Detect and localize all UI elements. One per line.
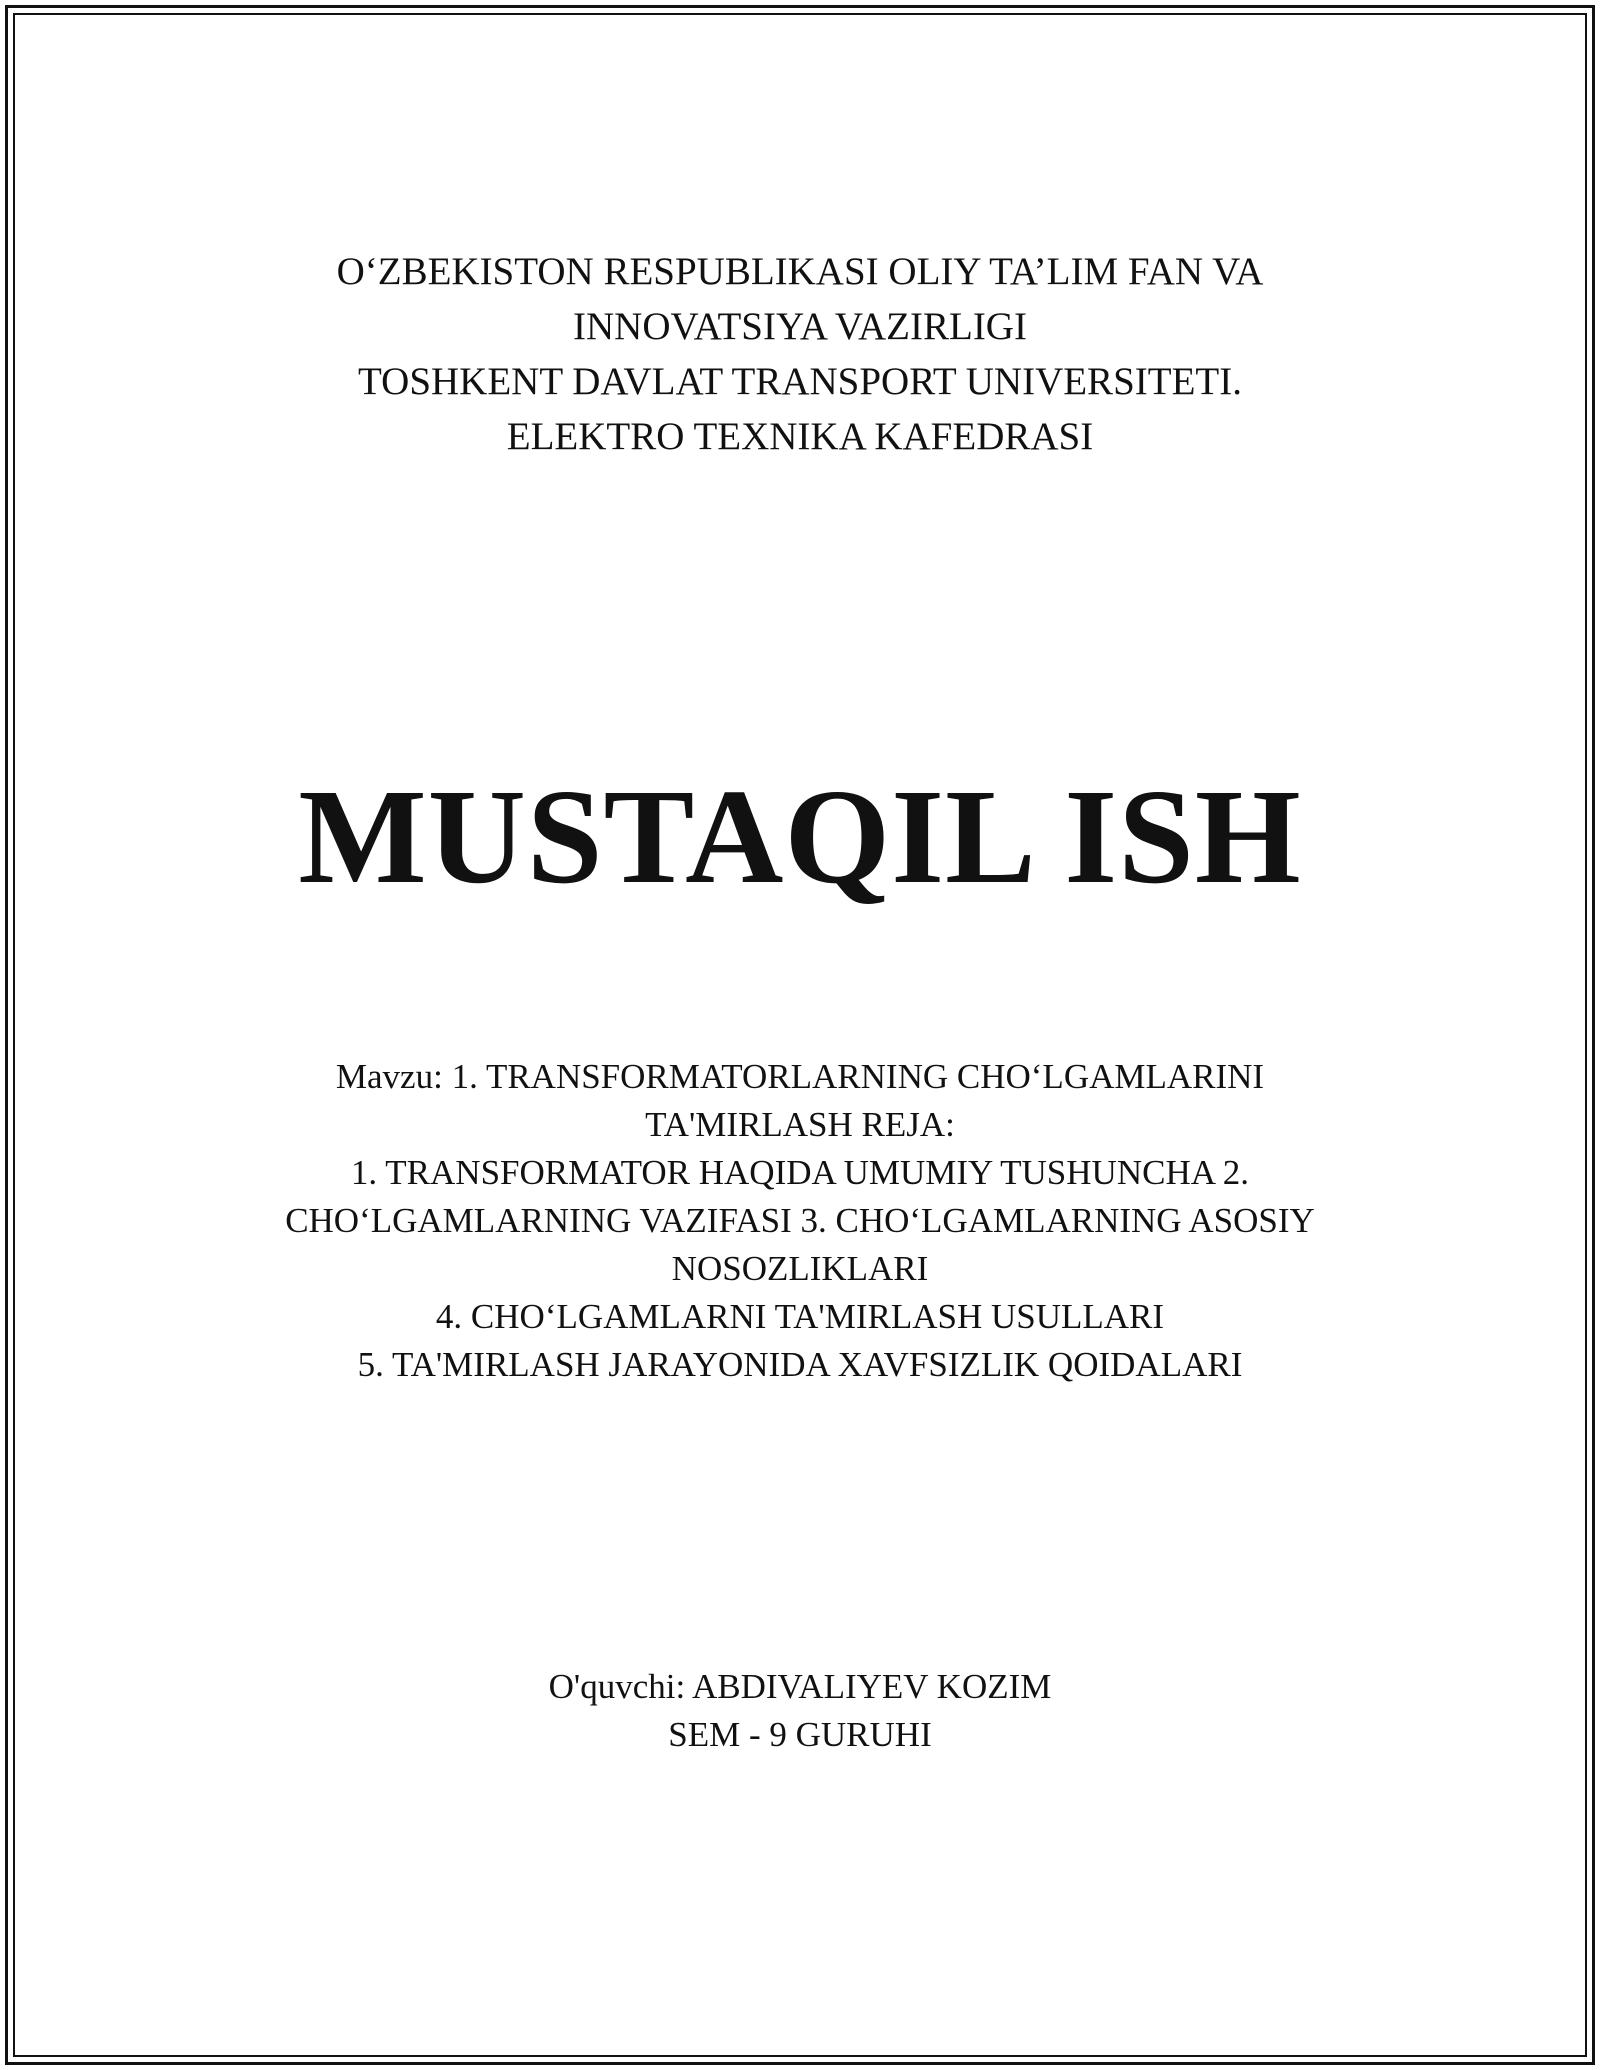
header-line-university: TOSHKENT DAVLAT TRANSPORT UNIVERSITETI.	[358, 360, 1242, 403]
student-name: O'quvchi: ABDIVALIYEV KOZIM	[548, 1667, 1052, 1706]
author-section	[0, 1663, 1600, 1759]
topic-line-1: Mavzu: 1. TRANSFORMATORLARNING CHO‘LGAMLARINI	[335, 1057, 1265, 1096]
topic-section	[0, 1053, 1600, 1389]
topic-line-4: CHO‘LGAMLARNING VAZIFASI 3. CHO‘LGAMLARNING ASOSIY	[285, 1201, 1315, 1240]
student-group: SEM - 9 GURUHI	[668, 1715, 932, 1754]
header-line-ministry-2: INNOVATSIYA VAZIRLIGI	[573, 305, 1027, 348]
header-line-department: ELEKTRO TEXNIKA KAFEDRASI	[506, 415, 1094, 458]
topic-line-6: 4. CHO‘LGAMLARNI TA'MIRLASH USULLARI	[435, 1297, 1165, 1336]
topic-line-2: TA'MIRLASH REJA:	[645, 1105, 955, 1144]
topic-line-7: 5. TA'MIRLASH JARAYONIDA XAVFSIZLIK QOIDALARI	[357, 1345, 1243, 1384]
topic-line-5: NOSOZLIKLARI	[671, 1249, 929, 1288]
header-line-ministry-1: O‘ZBEKISTON RESPUBLIKASI OLIY TA’LIM FAN VA	[336, 250, 1264, 293]
document-title: MUSTAQIL ISH	[298, 762, 1302, 912]
institution-header	[0, 244, 1600, 464]
topic-line-3: 1. TRANSFORMATOR HAQIDA UMUMIY TUSHUNCHA 2.	[350, 1153, 1250, 1192]
